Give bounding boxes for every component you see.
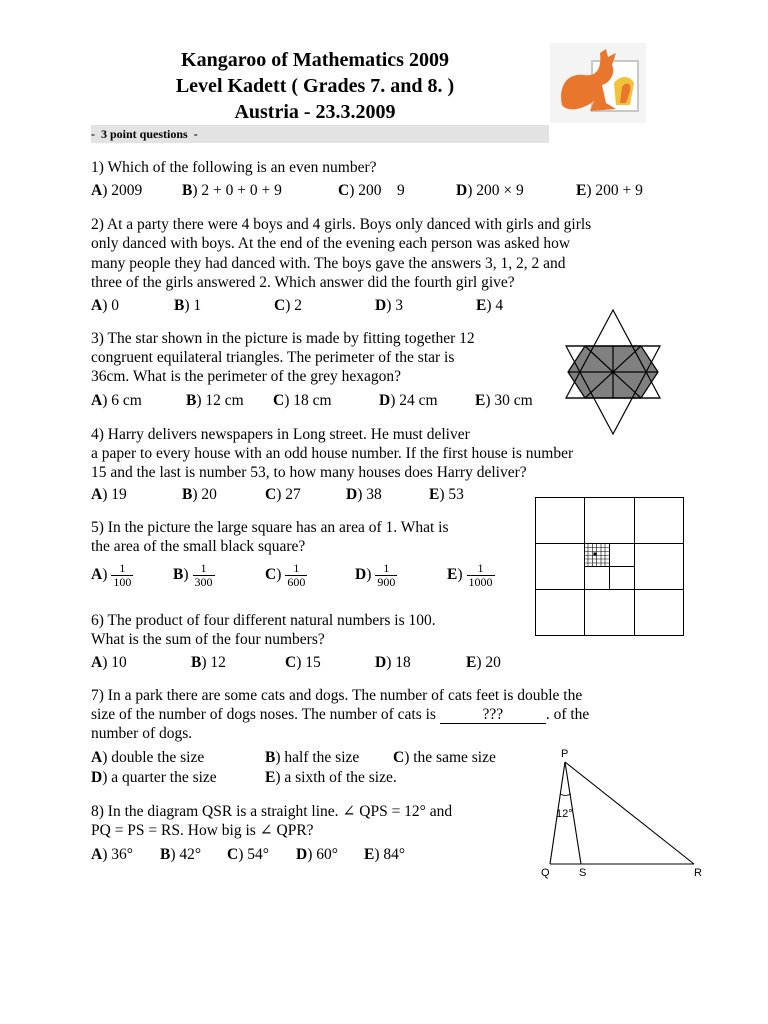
q1-option-d: D) 200 × 9: [456, 182, 524, 199]
kangaroo-logo-icon: [550, 43, 646, 123]
title-line-3: Austria - 23.3.2009: [234, 101, 396, 123]
question-8-text-1: 8) In the diagram QSR is a straight line. ∠ QPS = 12° and: [91, 803, 453, 820]
q8-option-a: A) 36°: [91, 846, 133, 863]
question-5-text-1: 5) In the picture the large square has an area of 1. What is: [91, 519, 449, 536]
q3-option-c: C) 18 cm: [273, 392, 332, 409]
q4-option-a: A) 19: [91, 486, 127, 503]
q1-option-e: E) 200 + 9: [576, 182, 643, 199]
title-line-1: Kangaroo of Mathematics 2009: [181, 49, 449, 71]
q5-option-c: C) $\frac{1}{600}$: [265, 561, 306, 589]
question-3-text-2: congruent equilateral triangles. The perimeter of the star is: [91, 349, 455, 366]
q6-option-b: B) 12: [191, 654, 226, 671]
question-2-text-4: three of the girls answered 2. Which answer did the fourth girl give?: [91, 274, 515, 291]
question-7-text-2: size of the number of dogs noses. The number of cats is ??? . of the: [91, 706, 590, 723]
q4-option-e: E) 53: [429, 486, 464, 503]
q2-option-a: A) 0: [91, 297, 119, 314]
question-2-text-2: only danced with boys. At the end of the evening each person was asked how: [91, 235, 571, 252]
question-4-text-2: a paper to every house with an odd house number. If the first house is number: [91, 445, 574, 462]
question-4-text-1: 4) Harry delivers newspapers in Long street. He must deliver: [91, 426, 470, 443]
q7-option-b: B) half the size: [265, 749, 360, 766]
q5-option-b: B) $\frac{1}{300}$: [173, 561, 213, 589]
q2-option-c: C) 2: [274, 297, 302, 314]
q1-option-a: A) 2009: [91, 182, 143, 199]
q3-option-e: E) 30 cm: [475, 392, 533, 409]
question-2-text-1: 2) At a party there were 4 boys and 4 girls. Boys only danced with girls and girls: [91, 216, 592, 233]
q5-option-d: D) $\frac{1}{900}$: [355, 561, 396, 589]
star-of-triangles-figure: [553, 306, 673, 436]
q6-option-c: C) 15: [285, 654, 321, 671]
q1-option-c: C) 200 9: [338, 182, 405, 199]
question-5-text-2: the area of the small black square?: [91, 538, 306, 555]
question-2-text-3: many people they had danced with. The boys gave the answers 3, 1, 2, 2 and: [91, 255, 566, 272]
label-p: P: [561, 748, 569, 760]
q2-option-e: E) 4: [476, 297, 504, 314]
q6-option-d: D) 18: [375, 654, 411, 671]
q2-option-b: B) 1: [174, 297, 202, 314]
q7-option-c: C) the same size: [393, 749, 496, 766]
q7-option-d: D) a quarter the size: [91, 769, 217, 786]
q8-option-e: E) 84°: [364, 846, 406, 863]
title-line-2: Level Kadett ( Grades 7. and 8. ): [175, 75, 455, 97]
q4-option-d: D) 38: [346, 486, 382, 503]
question-3-text-3: 36cm. What is the perimeter of the grey hexagon?: [91, 368, 402, 385]
q5-option-a: A) $\frac{1}{100}$: [91, 561, 132, 589]
question-7-text-3: number of dogs.: [91, 725, 193, 742]
q4-option-c: C) 27: [265, 486, 301, 503]
q8-option-d: D) 60°: [296, 846, 338, 863]
label-q: Q: [541, 867, 550, 879]
label-angle-12: 12°: [556, 808, 573, 820]
q4-option-b: B) 20: [182, 486, 217, 503]
q1-option-b: B) 2 + 0 + 0 + 9: [182, 182, 282, 199]
question-3-text-1: 3) The star shown in the picture is made by fitting together 12: [91, 330, 475, 347]
question-7-text-1: 7) In a park there are some cats and dogs. The number of cats feet is double the: [91, 687, 583, 704]
question-1-text: 1) Which of the following is an even number?: [91, 159, 377, 176]
q8-option-b: B) 42°: [160, 846, 202, 863]
q6-option-a: A) 10: [91, 654, 127, 671]
q7-option-a: A) double the size: [91, 749, 205, 766]
answer-blank: ???: [440, 707, 546, 724]
q3-option-a: A) 6 cm: [91, 392, 142, 409]
small-black-square: [594, 553, 597, 556]
q6-option-e: E) 20: [466, 654, 501, 671]
question-6-text-2: What is the sum of the four numbers?: [91, 631, 325, 648]
question-4-text-3: 15 and the last is number 53, to how many houses does Harry deliver?: [91, 464, 527, 481]
label-r: R: [694, 867, 702, 879]
q3-option-b: B) 12 cm: [186, 392, 244, 409]
question-6-text-1: 6) The product of four different natural numbers is 100.: [91, 612, 436, 629]
question-8-text-2: PQ = PS = RS. How big is ∠ QPR?: [91, 822, 314, 839]
q8-option-c: C) 54°: [227, 846, 269, 863]
q3-option-d: D) 24 cm: [379, 392, 438, 409]
q5-option-e: E) $\frac{1}{1000}$: [447, 561, 493, 589]
section-header: - 3 point questions -: [91, 125, 549, 143]
q7-option-e: E) a sixth of the size.: [265, 769, 397, 786]
nested-squares-figure: [535, 497, 685, 637]
label-s: S: [579, 867, 587, 879]
q2-option-d: D) 3: [375, 297, 403, 314]
